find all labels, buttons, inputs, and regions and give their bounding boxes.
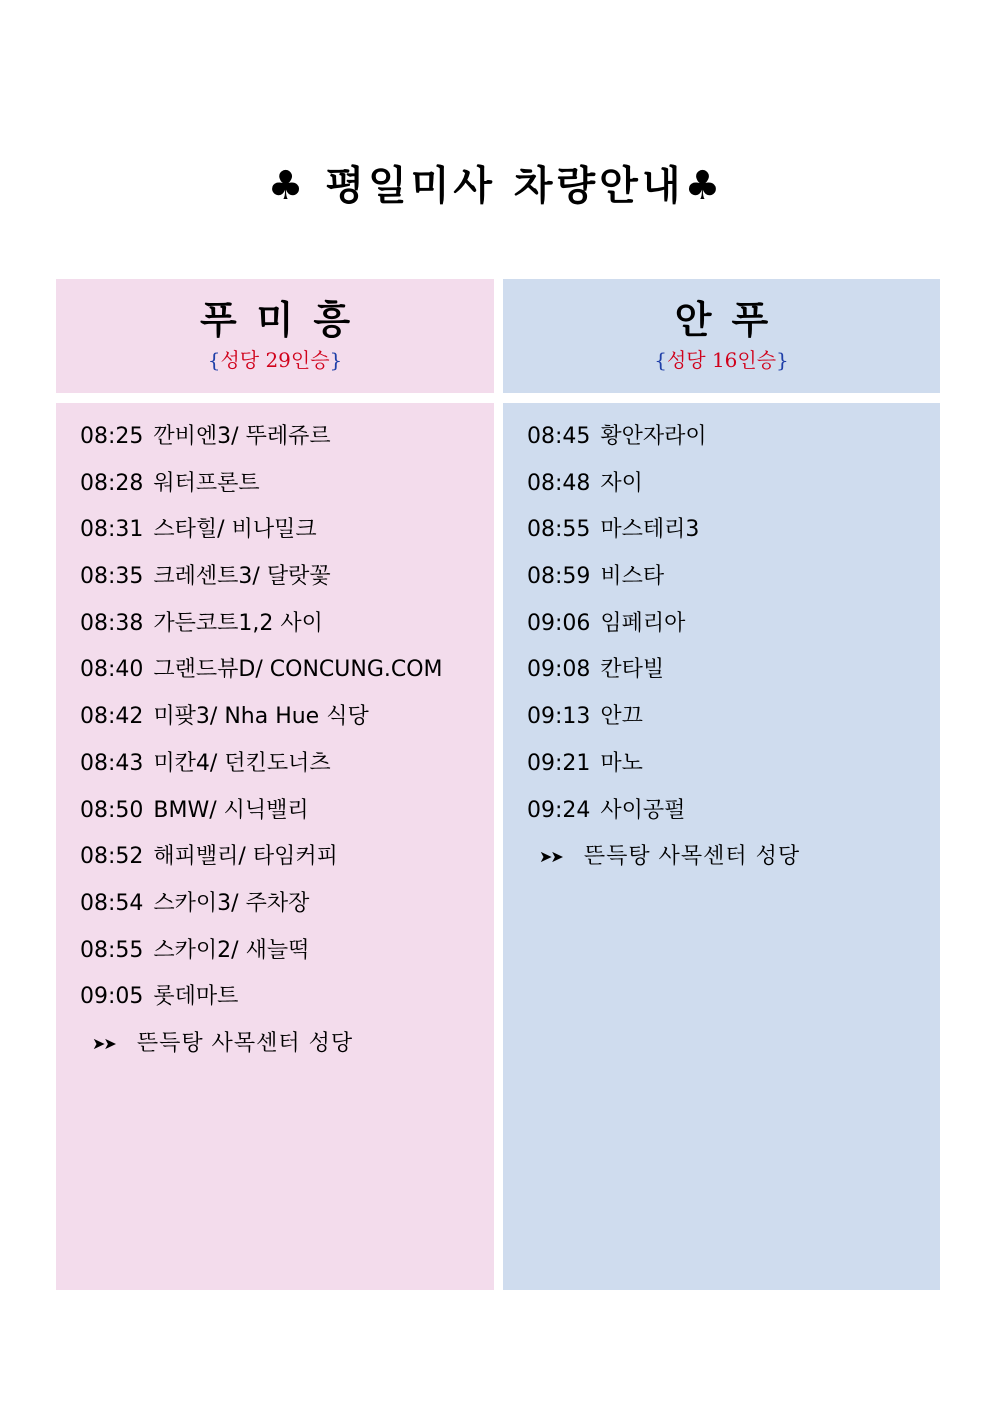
column-name: 푸미흥 — [199, 297, 371, 342]
stop-time: 08:25 — [80, 424, 144, 449]
stop-time: 09:05 — [80, 984, 144, 1010]
stop-time: 08:45 — [527, 424, 591, 449]
stop-place: 칸타빌 — [600, 657, 665, 683]
stop-place: 가든코트1,2 사이 — [153, 610, 323, 636]
stop-time: 08:38 — [80, 610, 144, 636]
list-item — [80, 843, 494, 890]
stop-time: 08:40 — [80, 657, 144, 683]
page-title: ♣ 평일미사 차량안내♣ — [267, 162, 725, 209]
list-item — [80, 937, 494, 984]
stop-time: 09:06 — [527, 610, 591, 636]
stop-place: 미칸4/ 던킨도너츠 — [153, 750, 331, 776]
column-header-an-phu — [503, 279, 940, 393]
list-item — [80, 703, 494, 750]
stop-place: 자이 — [600, 470, 643, 496]
list-item — [80, 797, 494, 844]
double-arrow-icon: ➤➤ — [539, 847, 562, 867]
stop-place: 사이공펄 — [600, 797, 686, 823]
stop-time: 08:43 — [80, 750, 144, 776]
final-destination — [80, 1030, 494, 1077]
brace-close: } — [776, 348, 789, 372]
capacity-text: 성당 16인승 — [666, 348, 777, 372]
list-item — [527, 516, 940, 563]
stop-place: 해피밸리/ 타임커피 — [153, 844, 338, 870]
stop-place: 비스타 — [600, 564, 665, 590]
list-item — [80, 423, 494, 470]
stop-time: 08:42 — [80, 704, 144, 730]
column-header-phu-my-hung — [56, 279, 494, 393]
stop-time: 08:35 — [80, 564, 144, 590]
stop-time: 09:08 — [527, 657, 591, 683]
stop-place: 스카이2/ 새늘떡 — [153, 937, 310, 963]
stop-time: 08:54 — [80, 890, 144, 916]
list-item — [527, 656, 940, 703]
double-arrow-icon: ➤➤ — [92, 1033, 115, 1053]
list-item — [80, 470, 494, 517]
stop-time: 09:24 — [527, 797, 591, 823]
stop-place: 그랜드뷰D/ CONCUNG.COM — [153, 657, 443, 683]
list-item — [80, 750, 494, 797]
stop-time: 08:28 — [80, 470, 144, 496]
list-item — [527, 797, 940, 844]
list-item — [80, 983, 494, 1030]
stop-place: 임페리아 — [600, 610, 686, 636]
list-item — [527, 563, 940, 610]
capacity-text: 성당 29인승 — [220, 348, 330, 372]
stop-place: 깐비엔3/ 뚜레쥬르 — [153, 424, 331, 449]
final-destination-text: 뜬득탕 사목센터 성당 — [583, 844, 801, 870]
stop-time: 08:31 — [80, 517, 144, 543]
list-item — [527, 750, 940, 797]
column-name: 안푸 — [674, 297, 789, 342]
list-item — [527, 470, 940, 517]
stop-time: 09:13 — [527, 704, 591, 730]
stop-place: 마스테리3 — [600, 517, 700, 543]
stop-list-phu-my-hung — [56, 403, 494, 1290]
brace-open: { — [207, 348, 221, 372]
final-destination-text: 뜬득탕 사목센터 성당 — [136, 1030, 354, 1056]
list-item — [527, 610, 940, 657]
brace-open: { — [654, 348, 667, 372]
list-item — [527, 703, 940, 750]
stop-list-an-phu — [503, 403, 940, 1290]
list-item — [80, 890, 494, 937]
final-destination — [527, 843, 940, 890]
stop-time: 08:55 — [80, 937, 144, 963]
stop-time: 09:21 — [527, 750, 591, 776]
stop-place: 마노 — [600, 750, 643, 776]
stop-time: 08:52 — [80, 844, 144, 870]
stop-place: 롯데마트 — [153, 984, 239, 1010]
list-item — [80, 516, 494, 563]
stop-place: 미팢3/ Nha Hue 식당 — [153, 704, 369, 730]
list-item — [80, 656, 494, 703]
stop-time: 08:59 — [527, 564, 591, 590]
stop-place: 워터프론트 — [153, 470, 260, 496]
stop-time: 08:48 — [527, 470, 591, 496]
stop-place: BMW/ 시닉밸리 — [153, 797, 309, 823]
stop-time: 08:50 — [80, 797, 144, 823]
list-item — [80, 563, 494, 610]
list-item — [527, 423, 940, 470]
stop-place: 스카이3/ 주차장 — [153, 890, 310, 916]
capacity-caption — [503, 347, 940, 373]
brace-close: } — [329, 348, 343, 372]
capacity-caption — [56, 347, 494, 373]
stop-place: 황안자라이 — [600, 424, 707, 449]
stop-place: 크레센트3/ 달랏꽃 — [153, 564, 331, 590]
list-item — [80, 610, 494, 657]
stop-place: 안끄 — [600, 704, 643, 730]
stop-time: 08:55 — [527, 517, 591, 543]
stop-place: 스타힐/ 비나밀크 — [153, 517, 317, 543]
